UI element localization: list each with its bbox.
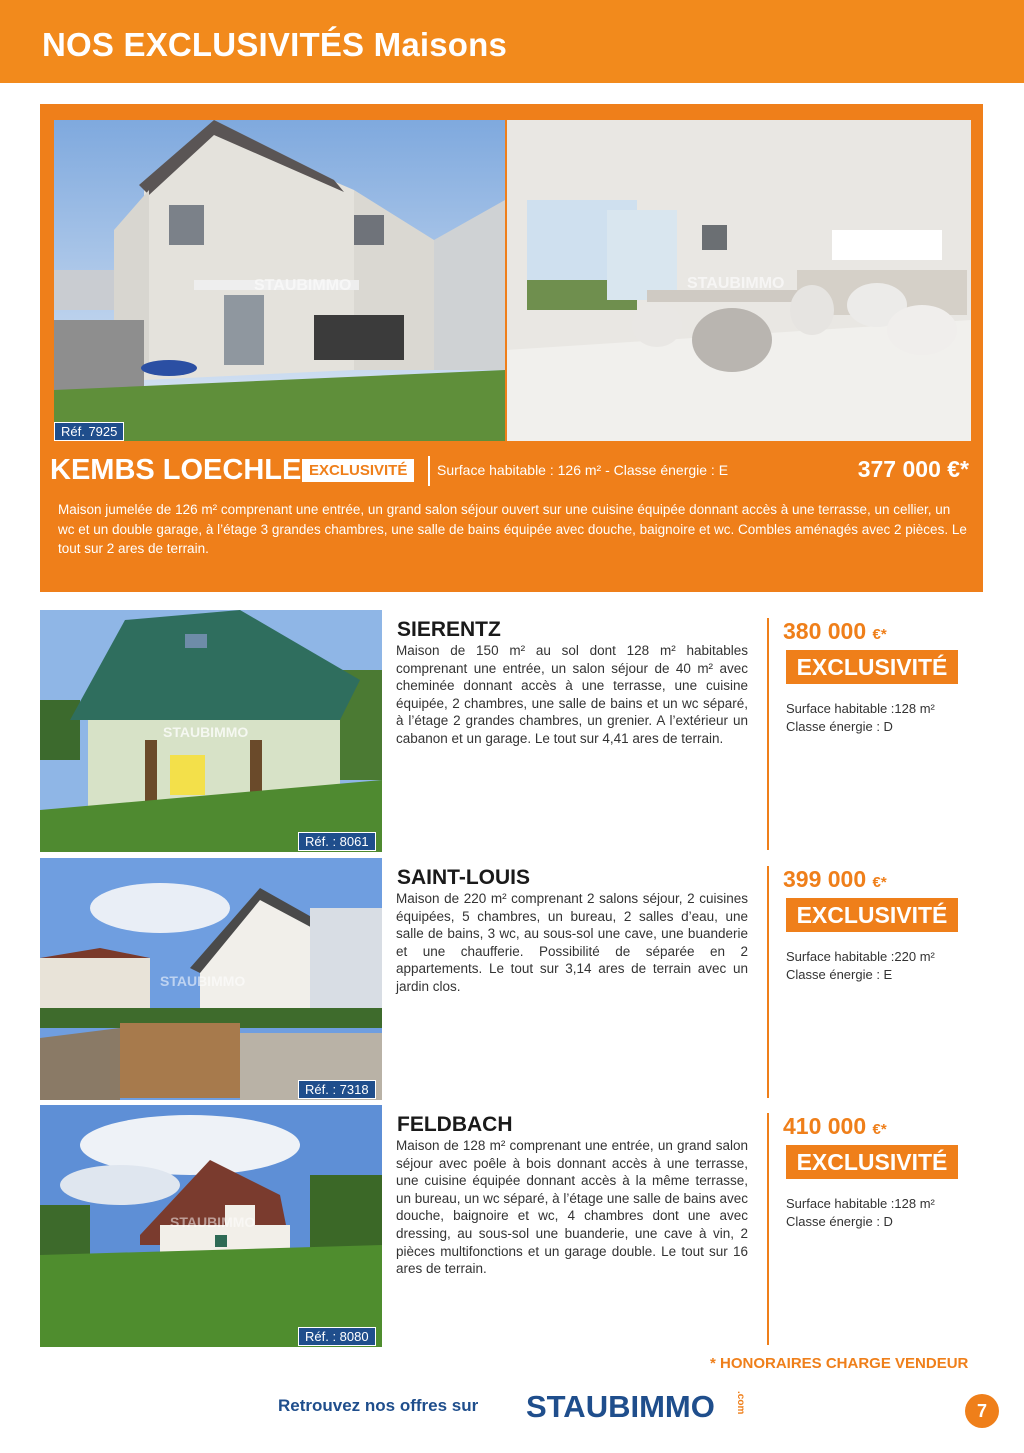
featured-exclusive-badge: EXCLUSIVITÉ — [302, 459, 414, 482]
exclusive-badge: EXCLUSIVITÉ — [786, 1145, 958, 1179]
logo-suffix: .com — [735, 1391, 746, 1415]
page-number: 7 — [965, 1394, 999, 1428]
listing-sierentz[interactable] — [40, 610, 983, 852]
fees-note: * HONORAIRES CHARGE VENDEUR — [710, 1355, 969, 1372]
exclusive-badge: EXCLUSIVITÉ — [786, 650, 958, 684]
divider — [428, 456, 430, 486]
watermark: STAUBIMMO — [163, 724, 249, 740]
listing-ref-tag: Réf. : 8061 — [298, 832, 376, 851]
logo-text: STAUBIMMO — [526, 1389, 715, 1424]
divider — [767, 866, 769, 1098]
featured-listing[interactable] — [40, 104, 983, 592]
listing-price — [783, 1113, 887, 1140]
page-header — [0, 0, 1024, 83]
listing-description: Maison de 150 m² au sol dont 128 m² habitables comprenant une entrée, un salon séjour de 40 m² avec cheminée donnant accès à une terrasse, une cuisine équipée, 2 chambres, une salle de bains et un wc séparé, à l’étage 2 grandes chambres, un grenier. A l’extérieur un cabanon et un garage. Le tout sur 4,41 ares de terrain. — [396, 643, 748, 746]
listing-ref-tag: Réf. : 8080 — [298, 1327, 376, 1346]
watermark: STAUBIMMO — [254, 277, 352, 294]
watermark: STAUBIMMO — [687, 275, 785, 292]
listing-price — [783, 866, 887, 893]
featured-surface-energy: Surface habitable : 126 m² - Classe énergie : E — [437, 462, 729, 478]
listing-city: SAINT-LOUIS — [397, 866, 531, 889]
featured-ref-tag: Réf. 7925 — [54, 422, 124, 441]
price-currency: €* — [872, 626, 887, 643]
featured-interior-photo[interactable] — [507, 120, 971, 441]
featured-city: KEMBS LOECHLE — [50, 454, 302, 486]
divider — [767, 1113, 769, 1345]
exclusive-badge: EXCLUSIVITÉ — [786, 898, 958, 932]
price-value: 410 000 — [783, 1113, 867, 1139]
listing-description: Maison de 220 m² comprenant 2 salons séjour, 2 cuisines équipées, 5 chambres, un bureau, 2 salles d’eau, une salle de bains, 3 wc, au sous-sol une cave, une buanderie et une chaufferie. Possibilité de séparée en 2 appartements. Le tout sur 3,14 ares de terrain avec un jardin clos. — [396, 891, 748, 994]
listing-surface: Surface habitable :128 m² — [786, 701, 935, 716]
watermark: STAUBIMMO — [160, 973, 246, 989]
listing-city: FELDBACH — [397, 1113, 513, 1136]
listing-price — [783, 618, 887, 645]
staubimmo-logo[interactable] — [526, 1385, 751, 1430]
featured-exterior-photo[interactable] — [54, 120, 505, 441]
featured-description: Maison jumelée de 126 m² comprenant une entrée, un grand salon séjour ouvert sur une cuisine équipée donnant accès à une terrasse, un cellier, un wc et un double garage, à l’étage 3 grandes chambres, une salle de bains équipée avec douche, baignoire et wc. Combles aménagés avec 2 pièces. Le tout sur 2 ares de terrain. — [58, 502, 967, 556]
listing-description: Maison de 128 m² comprenant une entrée, un grand salon séjour avec poêle à bois donnant accès à une terrasse, une cuisine équipée donnant accès à la même terrasse, un bureau, un wc séparé, à l’étage une salle de bains avec douche, baignoire et wc, 4 chambres dont une avec dressing, au sous-sol une buanderie, une cave à vin, 2 pièces multifonctions et un garage double. Le tout sur 16 ares de terrain. — [396, 1138, 748, 1277]
price-value: 380 000 — [783, 618, 867, 644]
listing-feldbach[interactable] — [40, 1105, 983, 1347]
price-value: 399 000 — [783, 866, 867, 892]
price-currency: €* — [872, 874, 887, 891]
watermark: STAUBIMMO — [170, 1214, 256, 1230]
listing-ref-tag: Réf. : 7318 — [298, 1080, 376, 1099]
divider — [767, 618, 769, 850]
listing-energy-class: Classe énergie : E — [786, 967, 893, 982]
listing-surface: Surface habitable :220 m² — [786, 949, 935, 964]
listing-saint-louis[interactable] — [40, 858, 983, 1100]
page-title: NOS EXCLUSIVITÉS Maisons — [42, 26, 508, 63]
listing-surface: Surface habitable :128 m² — [786, 1196, 935, 1211]
footer-text: Retrouvez nos offres sur — [278, 1396, 479, 1415]
listing-photo[interactable] — [40, 610, 382, 852]
listing-photo[interactable] — [40, 858, 382, 1100]
listing-energy-class: Classe énergie : D — [786, 1214, 893, 1229]
featured-price: 377 000 €* — [857, 456, 969, 482]
price-currency: €* — [872, 1121, 887, 1138]
listing-photo[interactable] — [40, 1105, 382, 1347]
listing-energy-class: Classe énergie : D — [786, 719, 893, 734]
listing-city: SIERENTZ — [397, 618, 501, 641]
